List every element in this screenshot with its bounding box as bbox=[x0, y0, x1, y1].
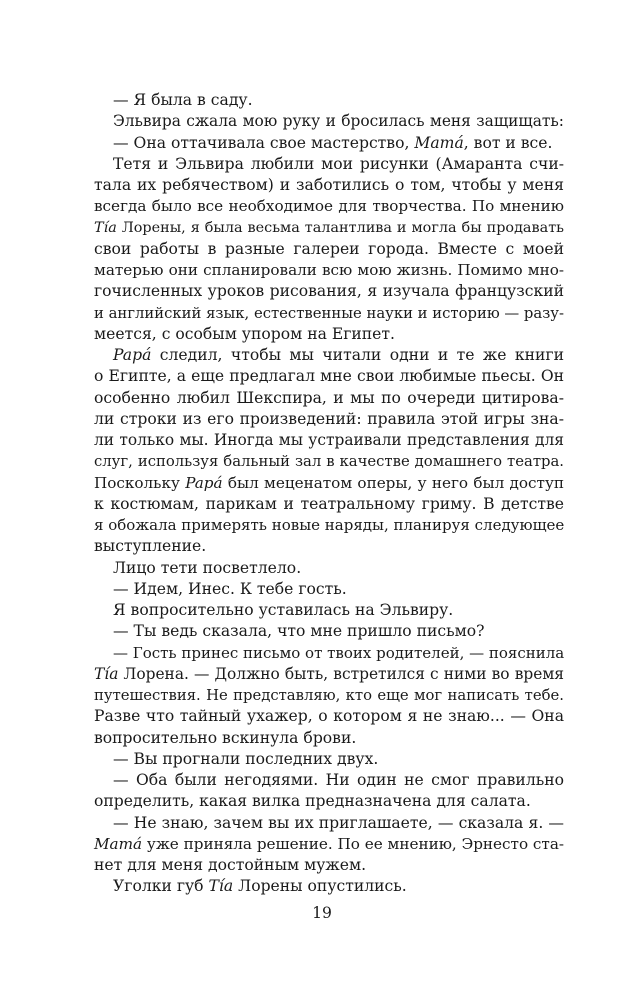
italic-word: Tía bbox=[94, 664, 119, 683]
text-line bbox=[94, 536, 564, 557]
text-line bbox=[94, 218, 564, 239]
text-line bbox=[94, 770, 564, 791]
text-segment: вопросительно вскинула брови. bbox=[94, 728, 357, 747]
italic-word: Papá bbox=[185, 473, 223, 492]
text-segment: Разве что тайный ухажер, о котором я не знаю... — Она bbox=[94, 707, 564, 726]
text-line bbox=[94, 834, 564, 855]
text-line bbox=[94, 451, 564, 472]
text-segment: нет для меня достойным мужем. bbox=[94, 856, 367, 874]
text-segment: меется, с особым упором на Египет. bbox=[94, 324, 395, 343]
text-line bbox=[94, 600, 564, 621]
text-line bbox=[94, 260, 564, 281]
text-segment: был меценатом оперы, у него был доступ bbox=[222, 473, 565, 492]
text-line bbox=[94, 876, 564, 897]
text-segment: определить, какая вилка предназначена для салата. bbox=[94, 792, 531, 811]
text-line bbox=[94, 473, 564, 494]
text-segment: следил, чтобы мы читали одни и те же книги bbox=[151, 346, 564, 364]
text-segment: выступление. bbox=[94, 537, 207, 556]
text-segment: Эльвира сжала мою руку и бросилась меня защищать: bbox=[113, 112, 564, 131]
text-segment: — Ты ведь сказала, что мне пришло письмо? bbox=[113, 622, 485, 641]
italic-word: Mamá bbox=[94, 834, 143, 853]
italic-word: Tía bbox=[208, 877, 234, 896]
text-line bbox=[94, 388, 564, 409]
text-segment: Уголки губ bbox=[113, 877, 209, 896]
text-segment: Поскольку bbox=[94, 473, 186, 492]
text-line bbox=[94, 196, 564, 217]
text-line bbox=[94, 239, 564, 260]
text-segment: Я вопросительно уставилась на Эльвиру. bbox=[113, 601, 454, 619]
text-line bbox=[94, 685, 564, 706]
text-segment: к костюмам, парикам и театральному гриму. В детстве bbox=[94, 494, 564, 513]
text-line bbox=[94, 324, 564, 345]
italic-word: Papá bbox=[113, 346, 152, 364]
text-line bbox=[94, 303, 564, 324]
text-line bbox=[94, 579, 564, 600]
page-number: 19 bbox=[312, 904, 332, 922]
text-line bbox=[94, 664, 564, 685]
text-segment: особенно любил Шекспира, и мы по очереди цитирова- bbox=[94, 388, 564, 407]
italic-word: Mamá bbox=[414, 133, 464, 152]
text-line bbox=[94, 855, 564, 876]
text-line bbox=[94, 749, 564, 770]
text-segment: — Идем, Инес. К тебе гость. bbox=[113, 579, 347, 598]
text-segment: я обожала примерять новые наряды, планируя следующее bbox=[94, 516, 565, 534]
text-segment: слуг, используя бальный зал в качестве домашнего театра. bbox=[94, 453, 564, 471]
text-segment: матерью они спланировали всю мою жизнь. Помимо мно- bbox=[94, 261, 564, 279]
text-line bbox=[94, 409, 564, 430]
text-line bbox=[94, 345, 564, 366]
text-line bbox=[94, 133, 564, 154]
text-line bbox=[94, 154, 564, 175]
text-segment: — Оба были негодяями. Ни один не смог правильно bbox=[113, 771, 564, 789]
text-line bbox=[94, 111, 564, 132]
text-segment: о Египте, а еще предлагал мне свои любимые пьесы. Он bbox=[94, 367, 564, 386]
text-segment: — Гость принес письмо от твоих родителей, — пояснила bbox=[113, 643, 565, 662]
text-segment: — Не знаю, зачем вы их приглашаете, — сказала я. — bbox=[113, 813, 564, 832]
text-segment: путешествия. Не представляю, кто еще мог написать тебе. bbox=[94, 687, 564, 704]
text-line bbox=[94, 90, 564, 111]
text-line bbox=[94, 791, 564, 812]
text-line bbox=[94, 281, 564, 302]
text-segment: Лорены опустились. bbox=[233, 877, 407, 896]
text-segment: Лицо тети посветлело. bbox=[113, 558, 302, 577]
text-line bbox=[94, 175, 564, 196]
text-segment: — Я была в саду. bbox=[113, 91, 253, 109]
text-segment: — Вы прогнали последних двух. bbox=[113, 749, 379, 768]
text-segment: ли только мы. Иногда мы устраивали представления для bbox=[94, 431, 564, 449]
text-segment: Лорены, я была весьма талантлива и могла бы продавать bbox=[116, 219, 564, 236]
text-line bbox=[94, 643, 564, 664]
text-line bbox=[94, 621, 564, 642]
text-segment: тала их ребячеством) и заботились о том, чтобы у меня bbox=[94, 176, 564, 194]
text-line bbox=[94, 430, 564, 451]
text-segment: гочисленных уроков рисования, я изучала французский bbox=[94, 282, 564, 301]
text-line bbox=[94, 813, 564, 834]
text-line bbox=[94, 515, 564, 536]
text-segment: всегда было все необходимое для творчества. По мнению bbox=[94, 197, 564, 216]
text-segment: и английский язык, естественные науки и историю — разу- bbox=[94, 304, 564, 322]
text-segment: Лорена. — Должно быть, встретился с ними во время bbox=[118, 664, 564, 683]
text-segment: Тетя и Эльвира любили мои рисунки (Амаранта счи- bbox=[113, 154, 564, 173]
text-segment: ли строки из его произведений: правила этой игры зна- bbox=[94, 409, 564, 428]
text-line bbox=[94, 558, 564, 579]
text-segment: уже приняла решение. По ее мнению, Эрнесто ста- bbox=[142, 834, 565, 853]
text-line bbox=[94, 366, 564, 387]
text-line bbox=[94, 494, 564, 515]
text-line bbox=[94, 706, 564, 727]
text-segment: — Она оттачивала свое мастерство, bbox=[113, 133, 415, 152]
text-line bbox=[94, 728, 564, 749]
text-segment: свои работы в разные галереи города. Вместе с моей bbox=[94, 239, 564, 258]
body-text bbox=[94, 90, 564, 898]
text-segment: , вот и все. bbox=[463, 133, 553, 152]
italic-word: Tía bbox=[94, 219, 117, 236]
